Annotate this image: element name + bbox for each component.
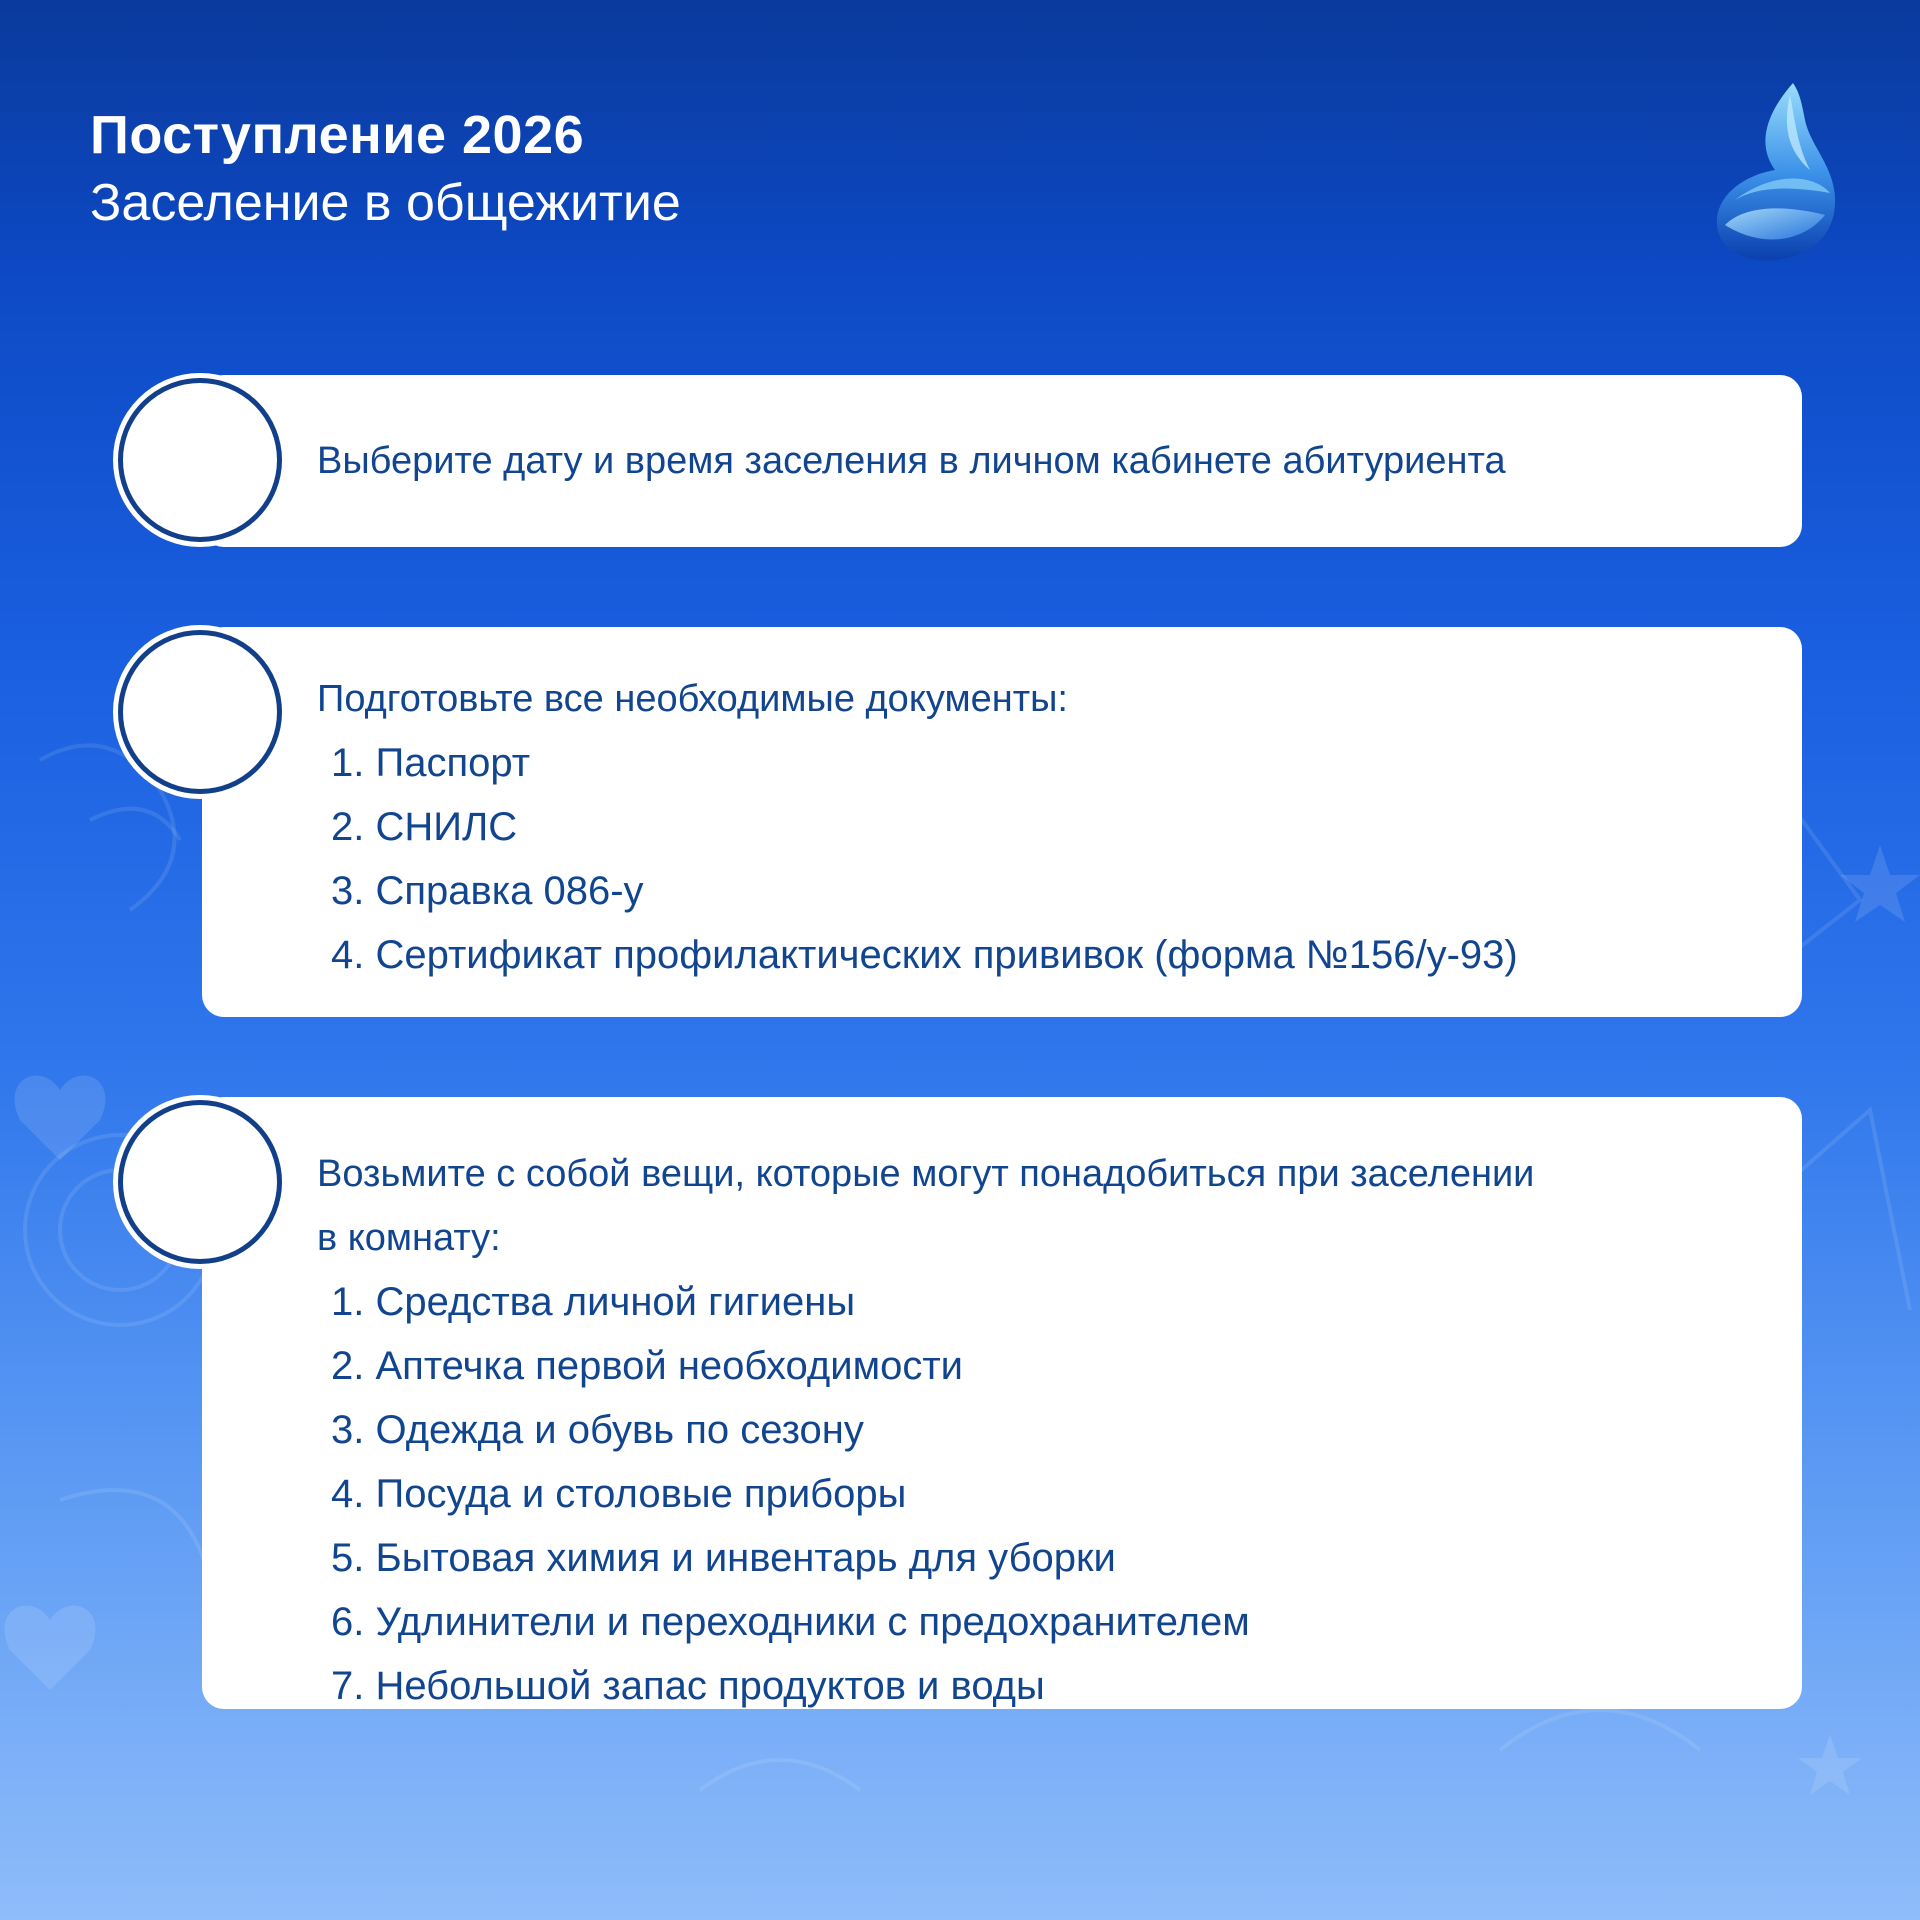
list-item: 2. Аптечка первой необходимости bbox=[331, 1344, 964, 1388]
list-item: 2. СНИЛС bbox=[331, 805, 518, 849]
list-item: 7. Небольшой запас продуктов и воды bbox=[331, 1664, 1045, 1708]
page-subtitle: Заселение в общежитие bbox=[90, 174, 681, 232]
list-item: 4. Сертификат профилактических прививок (форма №156/у-93) bbox=[331, 933, 1518, 977]
step-1-badge bbox=[118, 378, 282, 542]
step-2-text: Подготовьте все необходимые документы: bbox=[317, 678, 1068, 720]
page-title: Поступление 2026 bbox=[90, 105, 585, 165]
list-item: 4. Посуда и столовые приборы bbox=[331, 1472, 907, 1516]
step-3-text-line1: Возьмите с собой вещи, которые могут понадобиться при заселении bbox=[317, 1153, 1535, 1195]
list-item: 3. Одежда и обувь по сезону bbox=[331, 1408, 864, 1452]
list-item: 1. Средства личной гигиены bbox=[331, 1280, 856, 1324]
list-item: 5. Бытовая химия и инвентарь для уборки bbox=[331, 1536, 1116, 1580]
documents-list bbox=[317, 731, 1742, 987]
step-card-2 bbox=[202, 627, 1802, 1017]
step-2-badge bbox=[118, 630, 282, 794]
header bbox=[90, 100, 681, 236]
step-card-1 bbox=[202, 375, 1802, 547]
step-3-badge bbox=[118, 1100, 282, 1264]
water-drop-flame-logo-icon bbox=[1705, 75, 1845, 265]
belongings-list bbox=[317, 1270, 1742, 1718]
step-card-3 bbox=[202, 1097, 1802, 1709]
list-item: 3. Справка 086-у bbox=[331, 869, 644, 913]
list-item: 6. Удлинители и переходники с предохранителем bbox=[331, 1600, 1250, 1644]
list-item: 1. Паспорт bbox=[331, 741, 531, 785]
step-3-text-line2: в комнату: bbox=[317, 1217, 501, 1259]
step-1-text: Выберите дату и время заселения в личном кабинете абитуриента bbox=[317, 440, 1506, 482]
